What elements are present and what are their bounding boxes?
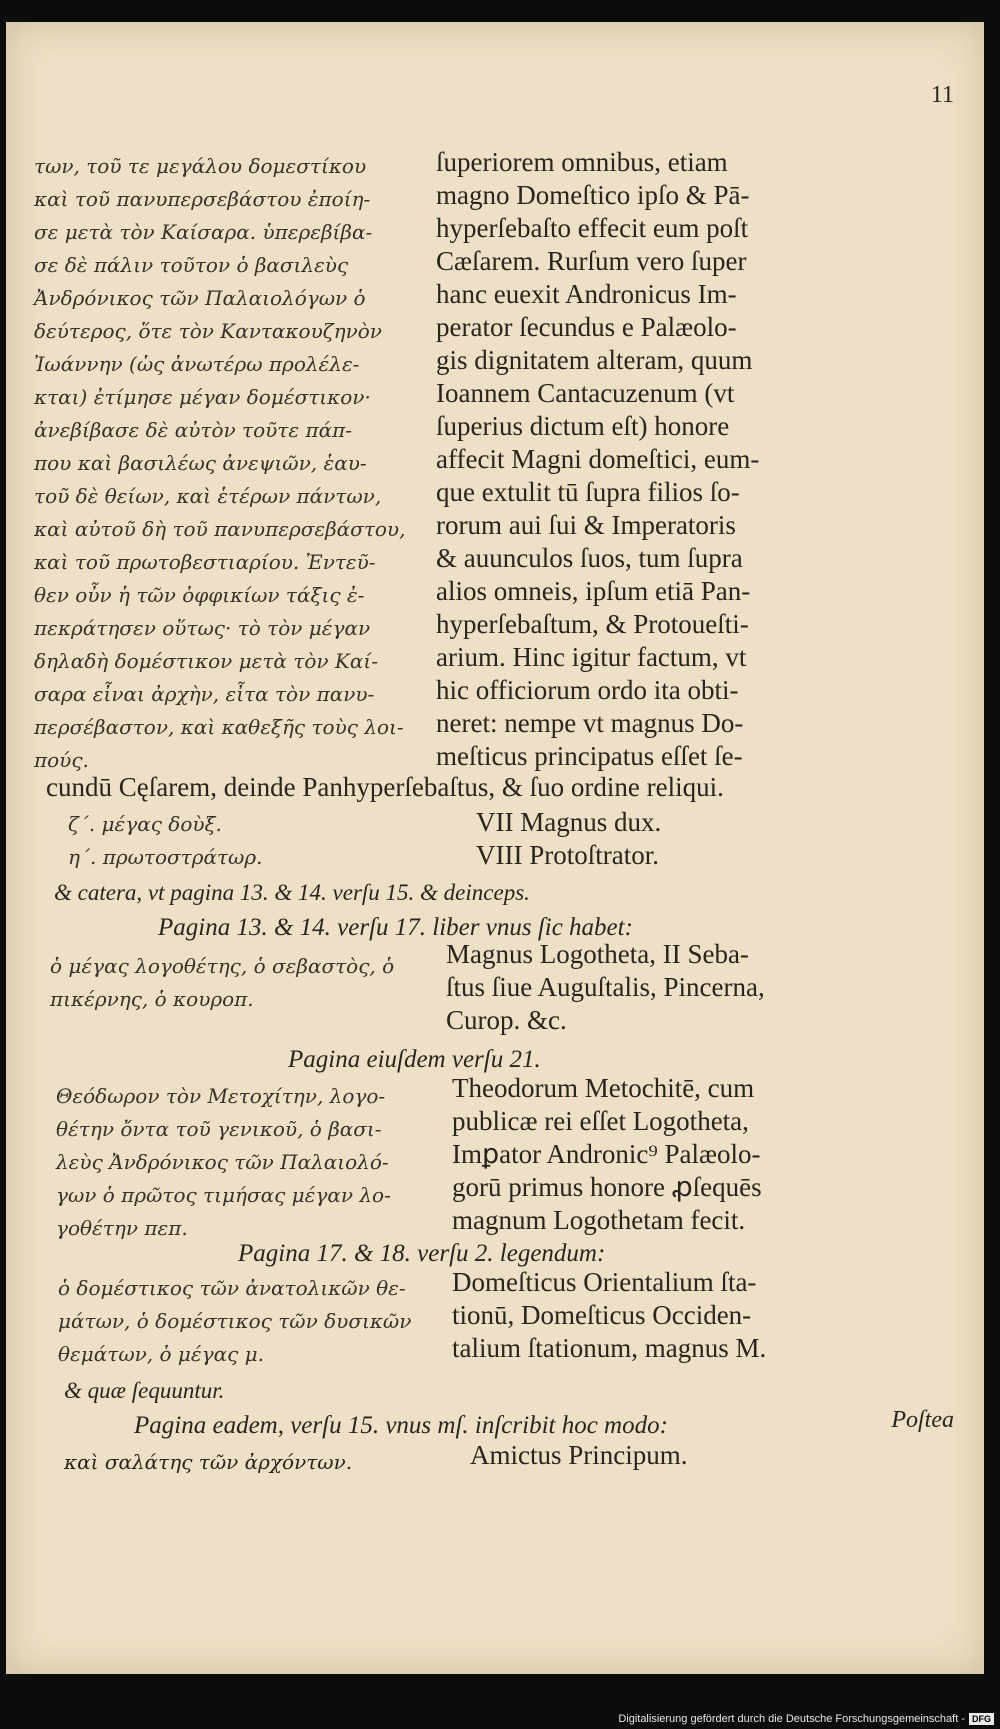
text-line: Θεόδωρον τὸν Μετοχίτην, λογο-: [56, 1084, 386, 1108]
catchword: Poſtea: [891, 1407, 954, 1433]
text-line: affecit Magni domeſtici, eum-: [436, 444, 760, 474]
text-line: λεὺς Ἀνδρόνικος τῶν Παλαιολό-: [56, 1150, 389, 1174]
text-line: alios omneis, ipſum etiā Pan-: [436, 576, 751, 606]
text-line: magno Domeſtico ipſo & Pā-: [436, 180, 750, 210]
latin-block-4: [452, 1266, 766, 1365]
latin-block-3: [452, 1072, 762, 1237]
text-line: hyperſebaſtum, & Protoueſti-: [436, 609, 749, 639]
text-line: hanc euexit Andronicus Im-: [436, 279, 737, 309]
text-line: ſuperiorem omnibus, etiam: [436, 147, 728, 177]
latin-column-1: [436, 146, 759, 773]
text-line: hic officiorum ordo ita obti-: [436, 675, 739, 705]
text-line: ὁ δομέστικος τῶν ἀνατολικῶν θε-: [58, 1276, 406, 1300]
text-line: ſtus ſiue Auguſtalis, Pincerna,: [446, 972, 765, 1002]
text-line: γοθέτην πεπ.: [56, 1216, 188, 1240]
text-line: μάτων, ὁ δομέστικος τῶν δυσικῶν: [58, 1309, 412, 1333]
book-page: [6, 22, 984, 1674]
list-greek: [68, 808, 262, 874]
heading-3: Pagina 17. & 18. verſu 2. legendum:: [238, 1240, 606, 1267]
text-line: Ἀνδρόνικος τῶν Παλαιολόγων ὁ: [34, 286, 366, 310]
text-line: VII Magnus dux.: [476, 807, 662, 837]
text-line: ſuperius dictum eſt) honore: [436, 411, 730, 441]
footer-text: Digitalisierung gefördert durch die Deutsche Forschungsgemeinschaft -: [618, 1713, 965, 1725]
text-line: gis dignitatem alteram, quum: [436, 345, 753, 375]
text-line: meſticus principatus eſſet ſe-: [436, 741, 743, 771]
text-line: neret: nempe vt magnus Do-: [436, 708, 744, 738]
text-line: Magnus Logotheta, II Seba-: [446, 939, 749, 969]
text-line: θεν οὖν ἡ τῶν ὀφφικίων τάξις ἐ-: [34, 583, 365, 607]
text-line: tionū, Domeſticus Occiden-: [452, 1300, 752, 1330]
text-line: περσέβαστον, καὶ καθεξῆς τοὺς λοι-: [34, 715, 404, 739]
heading-1: Pagina 13. & 14. verſu 17. liber vnus ſic habet:: [158, 914, 633, 941]
text-line: που καὶ βασιλέως ἀνεψιῶν, ἑαυ-: [34, 451, 367, 475]
dfg-logo: DFG: [969, 1713, 994, 1725]
text-line: τοῦ δὲ θείων, καὶ ἑτέρων πάντων,: [34, 484, 382, 508]
text-line: VIII Protoſtrator.: [476, 840, 659, 870]
text-line: πικέρνης, ὁ κουροπ.: [50, 987, 254, 1011]
text-line: Curop. &c.: [446, 1005, 567, 1035]
text-line: δηλαδὴ δομέστικον μετὰ τὸν Καί-: [34, 649, 378, 673]
text-line: Ioannem Cantacuzenum (vt: [436, 378, 735, 408]
greek-block-5: καὶ σαλάτης τῶν ἀρχόντων.: [64, 1450, 353, 1474]
text-line: gorū primus honore ꝓſequēs: [452, 1172, 762, 1202]
text-line: & auunculos ſuos, tum ſupra: [436, 543, 743, 573]
text-line: talium ſtationum, magnus M.: [452, 1333, 767, 1363]
text-line: θεμάτων, ὁ μέγας μ.: [58, 1342, 265, 1366]
text-line: Cæſarem. Rurſum vero ſuper: [436, 246, 747, 276]
text-line: καὶ τοῦ πρωτοβεστιαρίου. Ἐντεῦ-: [34, 550, 376, 574]
text-line: rorum aui ſui & Imperatoris: [436, 510, 736, 540]
greek-block-4: [58, 1272, 411, 1371]
text-line: η΄. πρωτοστράτωρ.: [68, 845, 263, 869]
text-line: σε δὲ πάλιν τοῦτον ὁ βασιλεὺς: [34, 253, 349, 277]
text-line: γων ὁ πρῶτος τιμήσας μέγαν λο-: [56, 1183, 391, 1207]
heading-2: Pagina eiuſdem verſu 21.: [288, 1046, 541, 1073]
text-line: σε μετὰ τὸν Καίσαρα. ὑπερεβίβα-: [34, 220, 373, 244]
text-line: ἀνεβίβασε δὲ αὐτὸν τοῦτε πάπ-: [34, 418, 352, 442]
text-line: πεκράτησεν οὕτως· τὸ τὸν μέγαν: [34, 616, 371, 640]
note-2: & quæ ſequuntur.: [64, 1378, 225, 1403]
footer-credit: [618, 1713, 994, 1725]
text-line: magnum Logothetam fecit.: [452, 1205, 746, 1235]
latin-block-2: [446, 938, 765, 1037]
text-line: Imꝑator Andronic⁹ Palæolo-: [452, 1139, 761, 1169]
greek-column-1: [34, 150, 405, 777]
text-line: κται) ἐτίμησε μέγαν δομέστικον·: [34, 385, 371, 409]
text-line: σαρα εἶναι ἀρχὴν, εἶτα τὸν πανυ-: [34, 682, 375, 706]
text-line: καὶ τοῦ πανυπερσεβάστου ἐποίη-: [34, 187, 371, 211]
text-line: θέτην ὄντα τοῦ γενικοῦ, ὁ βασι-: [56, 1117, 382, 1141]
text-line: Domeſticus Orientalium ſta-: [452, 1267, 757, 1297]
text-line: ζ΄. μέγας δοὺξ.: [68, 812, 222, 836]
list-latin: [476, 806, 661, 872]
full-width-line: cundū Cęſarem, deinde Panhyperſebaſtus, & ſuo ordine reliqui.: [46, 772, 724, 802]
text-line: των, τοῦ τε μεγάλου δομεστίκου: [34, 154, 367, 178]
text-line: perator ſecundus e Palæolo-: [436, 312, 737, 342]
heading-4: Pagina eadem, verſu 15. vnus mſ. inſcribit hoc modo:: [134, 1412, 668, 1439]
text-line: Theodorum Metochitē, cum: [452, 1073, 755, 1103]
text-line: πούς.: [34, 748, 89, 772]
greek-block-2: [50, 950, 394, 1016]
text-line: ὁ μέγας λογοθέτης, ὁ σεβαστὸς, ὁ: [50, 954, 395, 978]
text-line: καὶ αὐτοῦ δὴ τοῦ πανυπερσεβάστου,: [34, 517, 406, 541]
text-line: arium. Hinc igitur factum, vt: [436, 642, 747, 672]
text-line: hyperſebaſto effecit eum poſt: [436, 213, 749, 243]
text-line: δεύτερος, ὅτε τὸν Καντακουζηνὸν: [34, 319, 382, 343]
latin-block-5: Amictus Principum.: [470, 1440, 688, 1470]
text-line: Ἰωάννην (ὡς ἀνωτέρω προλέλε-: [34, 352, 360, 376]
page-number: 11: [930, 82, 954, 108]
greek-block-3: [56, 1080, 391, 1245]
text-line: que extulit tū ſupra filios ſo-: [436, 477, 740, 507]
text-line: publicæ rei eſſet Logotheta,: [452, 1106, 749, 1136]
note-1: & catera, vt pagina 13. & 14. verſu 15. & deinceps.: [54, 880, 530, 905]
